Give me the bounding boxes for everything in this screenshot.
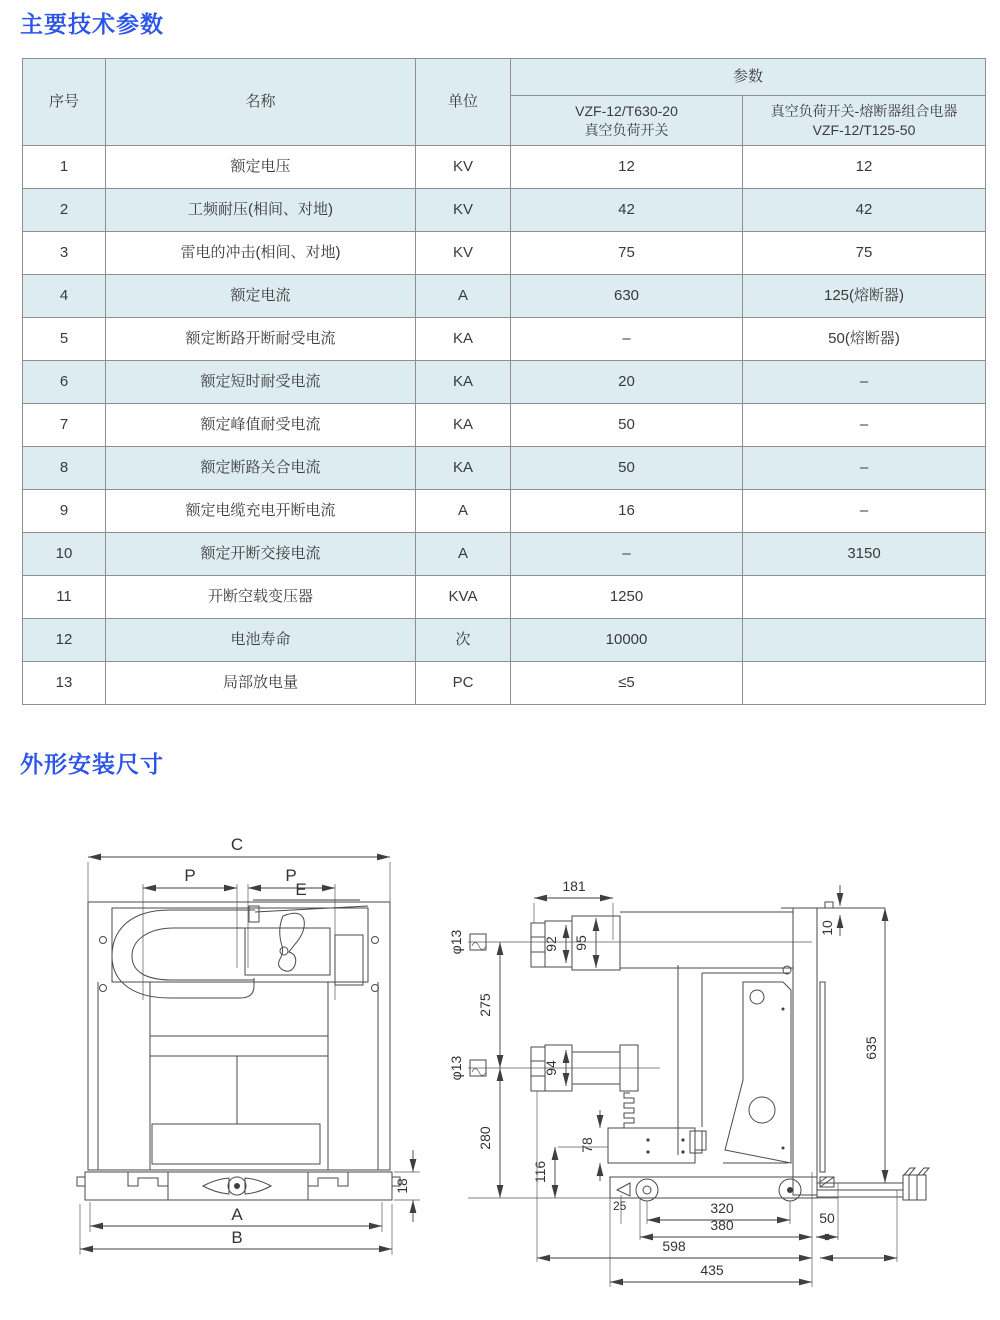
cell-v2: [743, 576, 986, 619]
table-body: [23, 146, 986, 705]
cell-v2: 42: [743, 189, 986, 232]
table-row: [23, 318, 986, 361]
cell-unit: PC: [416, 662, 511, 705]
model2-code: VZF-12/T125-50: [812, 121, 916, 138]
cell-unit: KV: [416, 232, 511, 275]
cell-v1: 16: [511, 490, 743, 533]
col-header-no: 序号: [23, 59, 106, 146]
dim-B: B: [231, 1228, 243, 1247]
parameters-table: [22, 58, 986, 705]
cell-no: 13: [23, 662, 106, 705]
table-row: [23, 533, 986, 576]
cell-no: 8: [23, 447, 106, 490]
model1-code: VZF-12/T630-20: [575, 102, 678, 119]
cell-name: 额定开断交接电流: [106, 533, 416, 576]
dim-A: A: [231, 1205, 243, 1224]
cell-v1: 1250: [511, 576, 743, 619]
table-row: [23, 189, 986, 232]
col-header-name: 名称: [106, 59, 416, 146]
cell-unit: KV: [416, 189, 511, 232]
model1-type: 真空负荷开关: [584, 121, 669, 138]
cell-v1: 12: [511, 146, 743, 189]
dim-275: 275: [477, 993, 493, 1017]
dim-P1: P: [184, 866, 196, 885]
dim-50: 50: [819, 1210, 835, 1226]
cell-v2: 50(熔断器): [743, 318, 986, 361]
dim-10: 10: [819, 920, 835, 936]
cell-unit: 次: [416, 619, 511, 662]
cell-v2: [743, 662, 986, 705]
cell-name: 局部放电量: [106, 662, 416, 705]
dimension-drawings: [0, 800, 1000, 1320]
cell-unit: A: [416, 490, 511, 533]
cell-v2: –: [743, 404, 986, 447]
dim-181: 181: [562, 878, 586, 894]
cell-name: 额定电流: [106, 275, 416, 318]
cell-name: 额定峰值耐受电流: [106, 404, 416, 447]
cell-no: 6: [23, 361, 106, 404]
table-row: [23, 662, 986, 705]
cell-v2: –: [743, 490, 986, 533]
cell-unit: KA: [416, 404, 511, 447]
dim-78: 78: [579, 1137, 595, 1153]
table-row: [23, 576, 986, 619]
cell-no: 4: [23, 275, 106, 318]
dim-280: 280: [477, 1126, 493, 1150]
cell-name: 额定电缆充电开断电流: [106, 490, 416, 533]
dim-92: 92: [543, 936, 559, 952]
cell-unit: KA: [416, 361, 511, 404]
cell-unit: A: [416, 533, 511, 576]
cell-v2: 75: [743, 232, 986, 275]
cell-name: 工频耐压(相间、对地): [106, 189, 416, 232]
cell-v1: –: [511, 533, 743, 576]
cell-name: 额定短时耐受电流: [106, 361, 416, 404]
table-row: [23, 404, 986, 447]
cell-no: 5: [23, 318, 106, 361]
cell-no: 11: [23, 576, 106, 619]
cell-v1: 75: [511, 232, 743, 275]
cell-v1: 42: [511, 189, 743, 232]
dim-94: 94: [543, 1060, 559, 1076]
cell-v2: –: [743, 447, 986, 490]
cell-v2: 125(熔断器): [743, 275, 986, 318]
section-title-main-parameters: 主要技术参数: [20, 11, 164, 37]
cell-no: 7: [23, 404, 106, 447]
dim-320: 320: [710, 1200, 734, 1216]
cell-unit: KA: [416, 318, 511, 361]
cell-v2: 12: [743, 146, 986, 189]
dim-25: 25: [613, 1199, 627, 1213]
cell-unit: KA: [416, 447, 511, 490]
cell-name: 额定断路关合电流: [106, 447, 416, 490]
col-header-params: 参数: [511, 59, 986, 96]
cell-v2: –: [743, 361, 986, 404]
table-row: [23, 490, 986, 533]
dim-18: 18: [394, 1178, 410, 1194]
dim-P2: P: [285, 866, 297, 885]
dim-380: 380: [710, 1217, 734, 1233]
cell-v2: [743, 619, 986, 662]
front-view-drawing: [77, 835, 420, 1255]
cell-no: 3: [23, 232, 106, 275]
cell-v1: –: [511, 318, 743, 361]
cell-v2: 3150: [743, 533, 986, 576]
cell-no: 9: [23, 490, 106, 533]
section-title-dimensions: 外形安装尺寸: [20, 751, 164, 777]
table-row: [23, 232, 986, 275]
cell-v1: 10000: [511, 619, 743, 662]
cell-name: 额定断路开断耐受电流: [106, 318, 416, 361]
col-header-model2: [743, 96, 986, 146]
cell-no: 10: [23, 533, 106, 576]
dim-phi13-top: φ13: [448, 929, 464, 955]
col-header-unit: 单位: [416, 59, 511, 146]
dim-635: 635: [863, 1036, 879, 1060]
cell-name: 电池寿命: [106, 619, 416, 662]
col-header-model1: [511, 96, 743, 146]
cell-v1: 20: [511, 361, 743, 404]
cell-v1: 630: [511, 275, 743, 318]
cell-no: 1: [23, 146, 106, 189]
cell-name: 雷电的冲击(相间、对地): [106, 232, 416, 275]
side-view-drawing: [448, 878, 929, 1287]
dim-phi13-bottom: φ13: [448, 1055, 464, 1081]
cell-unit: A: [416, 275, 511, 318]
table-row: [23, 275, 986, 318]
cell-no: 2: [23, 189, 106, 232]
model2-type: 真空负荷开关-熔断器组合电器: [770, 102, 958, 119]
cell-name: 开断空载变压器: [106, 576, 416, 619]
table-row: [23, 447, 986, 490]
dim-435: 435: [700, 1262, 724, 1278]
dim-116: 116: [532, 1160, 548, 1184]
cell-unit: KV: [416, 146, 511, 189]
cell-unit: KVA: [416, 576, 511, 619]
dim-95: 95: [573, 935, 589, 951]
dim-598: 598: [662, 1238, 686, 1254]
cell-v1: ≤5: [511, 662, 743, 705]
dim-E: E: [295, 880, 307, 899]
table-row: [23, 146, 986, 189]
table-row: [23, 361, 986, 404]
dim-C: C: [230, 835, 244, 854]
cell-v1: 50: [511, 404, 743, 447]
cell-name: 额定电压: [106, 146, 416, 189]
cell-no: 12: [23, 619, 106, 662]
cell-v1: 50: [511, 447, 743, 490]
table-row: [23, 619, 986, 662]
